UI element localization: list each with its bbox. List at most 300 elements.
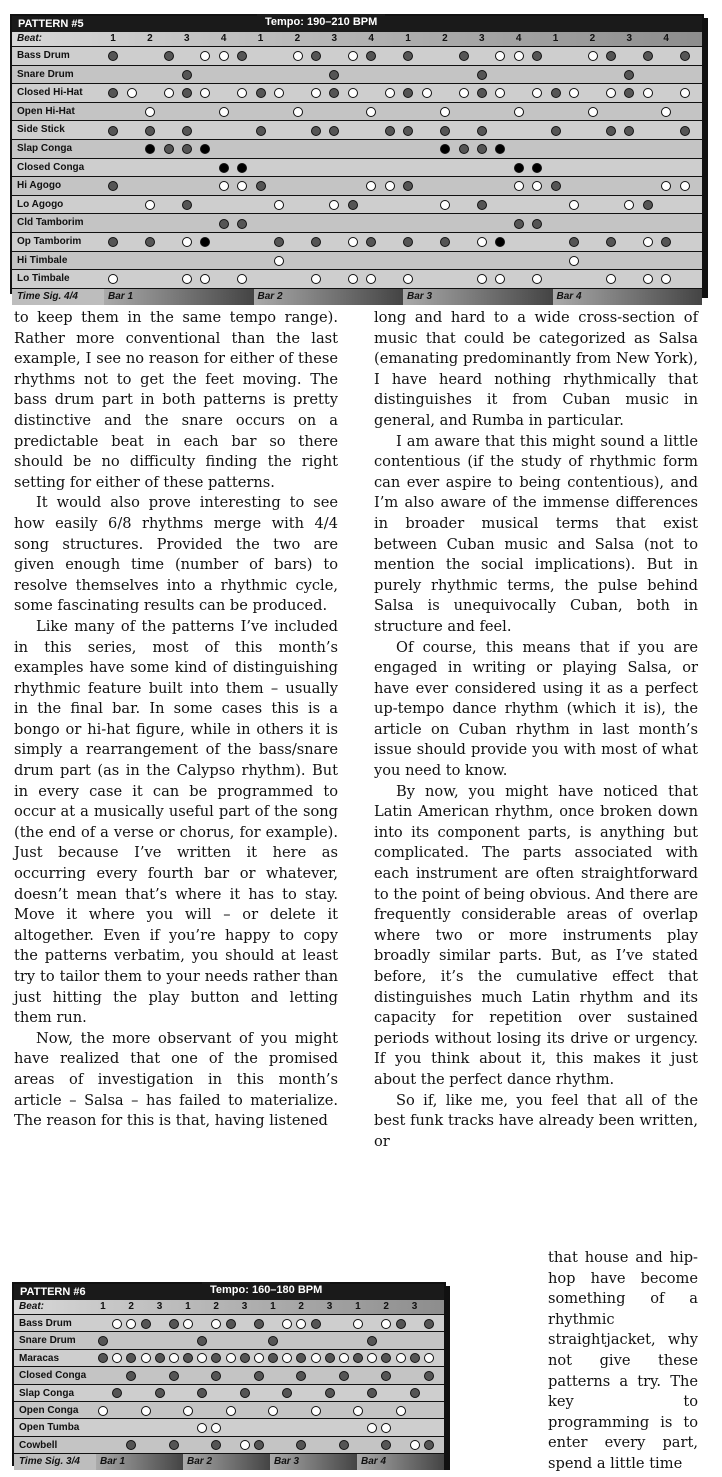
filled-note-icon: [237, 51, 247, 61]
filled-note-icon: [226, 1319, 236, 1329]
beat-number: 2: [213, 1301, 219, 1312]
filled-note-icon: [296, 1353, 306, 1363]
instrument-label: Slap Conga: [17, 143, 73, 154]
instrument-label: Op Tamborim: [17, 236, 82, 247]
open-note-icon: [197, 1423, 207, 1433]
open-note-icon: [348, 274, 358, 284]
article-right-column: [374, 308, 698, 1152]
filled-note-icon: [211, 1353, 221, 1363]
open-note-icon: [348, 237, 358, 247]
instrument-label: Side Stick: [17, 124, 65, 136]
open-note-icon: [366, 181, 376, 191]
open-note-icon: [440, 200, 450, 210]
filled-note-icon: [606, 126, 616, 136]
filled-note-icon: [410, 1388, 420, 1398]
filled-note-icon: [477, 88, 487, 98]
open-note-icon: [410, 1440, 420, 1450]
open-note-icon: [126, 1319, 136, 1329]
filled-note-icon: [385, 126, 395, 136]
instrument-row: [14, 1366, 444, 1384]
instrument-row: [12, 251, 702, 271]
instrument-label: Snare Drum: [19, 1335, 76, 1347]
filled-note-icon: [514, 219, 524, 229]
open-note-icon: [219, 51, 229, 61]
beat-number: 4: [220, 33, 227, 44]
filled-note-icon: [311, 126, 321, 136]
instrument-label: Lo Timbale: [17, 273, 70, 285]
filled-note-icon: [325, 1353, 335, 1363]
open-note-icon: [367, 1353, 377, 1363]
beat-number: 1: [552, 33, 559, 44]
open-note-icon: [226, 1353, 236, 1363]
instrument-label: Hi Agogo: [17, 180, 62, 192]
beat-number: 4: [663, 33, 669, 44]
filled-note-icon: [182, 144, 192, 154]
beat-number: 3: [326, 1301, 333, 1312]
instrument-row: [12, 83, 702, 103]
open-note-icon: [569, 200, 579, 210]
open-note-icon: [197, 1353, 207, 1363]
instrument-label: Bass Drum: [17, 50, 70, 61]
open-note-icon: [311, 1353, 321, 1363]
filled-note-icon: [440, 126, 450, 136]
instrument-row: [12, 269, 702, 289]
filled-note-icon: [329, 88, 339, 98]
filled-note-icon: [367, 1388, 377, 1398]
filled-note-icon: [182, 126, 192, 136]
bar-label: Bar 3: [270, 1454, 357, 1470]
open-note-icon: [200, 51, 210, 61]
filled-note-icon: [532, 51, 542, 61]
open-note-icon: [112, 1319, 122, 1329]
beat-number: 3: [478, 33, 485, 44]
instrument-row: [12, 65, 702, 85]
filled-note-icon: [145, 126, 155, 136]
bar-label: Bar 1: [104, 289, 254, 305]
open-note-icon: [569, 256, 579, 266]
open-note-icon: [532, 181, 542, 191]
open-note-icon: [282, 1353, 292, 1363]
open-note-icon: [624, 200, 634, 210]
filled-note-icon: [624, 126, 634, 136]
filled-note-icon: [366, 51, 376, 61]
open-note-icon: [396, 1353, 406, 1363]
instrument-row: [12, 176, 702, 196]
beat-number: 3: [241, 1301, 248, 1312]
filled-note-icon: [282, 1388, 292, 1398]
instrument-label: Closed Conga: [19, 1370, 87, 1382]
beat-number: 1: [355, 1301, 361, 1312]
open-note-icon: [569, 88, 579, 98]
filled-note-icon: [141, 1319, 151, 1329]
beat-row: [14, 1300, 444, 1314]
time-signature-row: [12, 288, 702, 305]
filled-note-icon: [440, 237, 450, 247]
filled-note-icon: [200, 144, 210, 154]
paragraph: So if, like me, you feel that all of the best funk tracks have already been written, or: [374, 1091, 698, 1150]
open-note-icon: [329, 200, 339, 210]
open-note-icon: [366, 274, 376, 284]
open-note-icon: [606, 88, 616, 98]
open-note-icon: [219, 181, 229, 191]
filled-note-icon: [256, 181, 266, 191]
beat-number: 3: [626, 33, 633, 44]
filled-note-icon: [219, 163, 229, 173]
filled-note-icon: [353, 1353, 363, 1363]
filled-note-icon: [164, 144, 174, 154]
filled-note-icon: [551, 126, 561, 136]
pattern-5-tempo: Tempo: 190–210 BPM: [257, 14, 385, 30]
filled-note-icon: [182, 88, 192, 98]
open-note-icon: [274, 256, 284, 266]
filled-note-icon: [532, 163, 542, 173]
filled-note-icon: [145, 237, 155, 247]
filled-note-icon: [108, 88, 118, 98]
paragraph: long and hard to a wide cross-section of music that could be categorized as Salsa (emanating predominantly from New York), I have heard nothing rhythmically that distinguishes it from Cuban music in general, and Rumba in particular.: [374, 309, 698, 429]
filled-note-icon: [680, 51, 690, 61]
open-note-icon: [403, 274, 413, 284]
filled-note-icon: [569, 237, 579, 247]
beat-number: 2: [589, 33, 596, 44]
open-note-icon: [182, 274, 192, 284]
pattern-6-grid: [12, 1282, 446, 1466]
beat-label: Beat:: [19, 1301, 45, 1312]
filled-note-icon: [240, 1388, 250, 1398]
bar-label: Bar 3: [403, 289, 553, 305]
filled-note-icon: [403, 51, 413, 61]
open-note-icon: [237, 88, 247, 98]
filled-note-icon: [164, 51, 174, 61]
open-note-icon: [532, 274, 542, 284]
open-note-icon: [514, 51, 524, 61]
instrument-label: Maracas: [19, 1352, 60, 1364]
open-note-icon: [108, 274, 118, 284]
instrument-row: [12, 102, 702, 122]
pattern-5-title: PATTERN #5: [18, 18, 84, 30]
paragraph: By now, you might have noticed that Latin American rhythm, once broken down into its component parts, is anything but complicated. The parts associated with each instrument are often straightforward to the point of being obvious. And there are frequently considerable areas of overlap where two or more instruments play broadly similar parts. But, as I’ve stated before, it’s the cumulative effect that distinguishes much Latin rhythm and its capacity for repetition over sustained periods without losing its drive or urgency. If you think about it, this makes it just about the perfect dance rhythm.: [374, 782, 698, 1088]
open-note-icon: [311, 1406, 321, 1416]
open-note-icon: [183, 1406, 193, 1416]
filled-note-icon: [606, 237, 616, 247]
filled-note-icon: [311, 51, 321, 61]
beat-number: 2: [128, 1301, 134, 1312]
filled-note-icon: [108, 181, 118, 191]
beat-number: 1: [110, 33, 116, 44]
open-note-icon: [268, 1406, 278, 1416]
open-note-icon: [240, 1440, 250, 1450]
filled-note-icon: [366, 237, 376, 247]
paragraph: Of course, this means that if you are engaged in writing or playing Salsa, or have ever considered using it as a perfect up-tempo dance rhythm (which it is), the article on Cuban rhythm in last month’s issue should provide you with most of what you need to know.: [374, 638, 698, 780]
filled-note-icon: [126, 1371, 136, 1381]
open-note-icon: [532, 88, 542, 98]
instrument-label: Open Hi-Hat: [17, 105, 75, 117]
filled-note-icon: [424, 1371, 434, 1381]
open-note-icon: [661, 274, 671, 284]
open-note-icon: [385, 181, 395, 191]
open-note-icon: [311, 88, 321, 98]
paragraph: I am aware that this might sound a little contentious (if the study of rhythmic form can ever aspire to being contentious), and I’m also aware of the immense differences in broader musical terms that exist between Cuban music and Salsa (not to mention the social implications). But in purely rhythmic terms, the pulse behind Salsa is unequivocally Cuban, both in structure and feel.: [374, 432, 698, 635]
open-note-icon: [164, 88, 174, 98]
filled-note-icon: [254, 1319, 264, 1329]
open-note-icon: [661, 107, 671, 117]
article-left-column: [14, 308, 338, 1132]
filled-note-icon: [606, 51, 616, 61]
filled-note-icon: [329, 126, 339, 136]
paragraph: to keep them in the same tempo range). Rather more conventional than the last example, I see no reason for either of these rhythms not to get the feet moving. The bass drum part in both patterns is pretty distinctive and the snare occurs on a predictable beat in each bar so there should be no difficulty finding the right setting for either of these patterns.: [14, 309, 338, 491]
instrument-row: [14, 1418, 444, 1436]
open-note-icon: [588, 107, 598, 117]
filled-note-icon: [311, 237, 321, 247]
filled-note-icon: [145, 144, 155, 154]
pattern-6-tempo: Tempo: 160–180 BPM: [202, 1282, 330, 1298]
filled-note-icon: [254, 1371, 264, 1381]
instrument-label: Closed Conga: [17, 161, 85, 173]
open-note-icon: [211, 1319, 221, 1329]
open-note-icon: [495, 88, 505, 98]
filled-note-icon: [381, 1371, 391, 1381]
paragraph: Now, the more observant of you might have realized that one of the promised areas of investigation in this month’s article – Salsa – has failed to materialize. The reason for this is that, having listened: [14, 1029, 338, 1130]
filled-note-icon: [403, 126, 413, 136]
open-note-icon: [353, 1319, 363, 1329]
open-note-icon: [643, 88, 653, 98]
instrument-label: Lo Agogo: [17, 198, 64, 210]
open-note-icon: [200, 274, 210, 284]
open-note-icon: [112, 1353, 122, 1363]
filled-note-icon: [325, 1388, 335, 1398]
open-note-icon: [495, 51, 505, 61]
filled-note-icon: [551, 181, 561, 191]
open-note-icon: [353, 1406, 363, 1416]
open-note-icon: [296, 1319, 306, 1329]
pattern-6-title: PATTERN #6: [20, 1286, 86, 1298]
time-signature: Time Sig. 4/4: [17, 290, 78, 302]
beat-number: 2: [383, 1301, 389, 1312]
open-note-icon: [274, 200, 284, 210]
open-note-icon: [661, 181, 671, 191]
beat-number: 2: [147, 33, 153, 44]
paragraph: It would also prove interesting to see how easily 6/8 rhythms merge with 4/4 song structures. Provided the two are given enough time (number of bars) to resolve themselves into a rhythmic cycle, some fascinating results can be produced.: [14, 494, 338, 615]
filled-note-icon: [680, 126, 690, 136]
instrument-row: [12, 46, 702, 66]
filled-note-icon: [403, 88, 413, 98]
open-note-icon: [477, 274, 487, 284]
filled-note-icon: [240, 1353, 250, 1363]
open-note-icon: [274, 88, 284, 98]
open-note-icon: [169, 1353, 179, 1363]
beat-number: 1: [270, 1301, 276, 1312]
filled-note-icon: [424, 1319, 434, 1329]
pattern-5-grid: [10, 14, 704, 302]
instrument-row: [12, 213, 702, 233]
filled-note-icon: [126, 1440, 136, 1450]
bar-label: Bar 1: [96, 1454, 183, 1470]
open-note-icon: [282, 1319, 292, 1329]
instrument-label: Snare Drum: [17, 68, 74, 80]
filled-note-icon: [339, 1371, 349, 1381]
instrument-row: [14, 1384, 444, 1402]
time-signature-row: [14, 1453, 444, 1470]
open-note-icon: [183, 1319, 193, 1329]
open-note-icon: [385, 88, 395, 98]
filled-note-icon: [440, 144, 450, 154]
filled-note-icon: [348, 200, 358, 210]
beat-number: 3: [156, 1301, 163, 1312]
filled-note-icon: [108, 51, 118, 61]
open-note-icon: [293, 107, 303, 117]
open-note-icon: [219, 107, 229, 117]
open-note-icon: [211, 1423, 221, 1433]
instrument-row: [12, 195, 702, 215]
filled-note-icon: [381, 1440, 391, 1450]
filled-note-icon: [219, 219, 229, 229]
filled-note-icon: [532, 219, 542, 229]
instrument-label: Open Tumba: [19, 1422, 80, 1434]
open-note-icon: [200, 88, 210, 98]
filled-note-icon: [403, 237, 413, 247]
filled-note-icon: [169, 1319, 179, 1329]
open-note-icon: [680, 88, 690, 98]
filled-note-icon: [643, 51, 653, 61]
bar-label: Bar 2: [183, 1454, 270, 1470]
open-note-icon: [127, 88, 137, 98]
article-right-narrow: [548, 1248, 698, 1475]
time-signature: Time Sig. 3/4: [19, 1456, 80, 1468]
instrument-row: [14, 1331, 444, 1349]
beat-number: 2: [442, 33, 448, 44]
filled-note-icon: [237, 163, 247, 173]
open-note-icon: [145, 200, 155, 210]
open-note-icon: [141, 1353, 151, 1363]
instrument-label: Hi Timbale: [17, 254, 68, 266]
beat-number: 4: [368, 33, 374, 44]
paragraph: Like many of the patterns I’ve included in this series, most of this month’s examples have some kind of distinguishing rhythmic feature built into them – usually in the final bar. In some cases this is a bongo or hi-hat figure, while in others it is simply a rearrangement of the bass/snare drum part (as in the Calypso rhythm). But in every case it can be programmed to occur at a musically useful part of the song (the end of a verse or chorus, for example). Just because I’ve written it here as occurring every fourth bar or whatever, doesn’t mean that’s where it has to stay. Move it where you will – or delete it altogether. Even if you’re happy to copy the patterns verbatim, you should at least try to tailor them to your needs rather than just hitting the play button and letting them run.: [14, 617, 338, 1027]
open-note-icon: [311, 274, 321, 284]
filled-note-icon: [296, 1440, 306, 1450]
bar-label: Bar 2: [254, 289, 404, 305]
filled-note-icon: [98, 1353, 108, 1363]
filled-note-icon: [551, 88, 561, 98]
instrument-row: [12, 158, 702, 178]
open-note-icon: [98, 1406, 108, 1416]
instrument-row: [14, 1349, 444, 1367]
filled-note-icon: [396, 1319, 406, 1329]
filled-note-icon: [459, 144, 469, 154]
filled-note-icon: [274, 237, 284, 247]
instrument-label: Cld Tamborim: [17, 217, 84, 229]
open-note-icon: [348, 51, 358, 61]
beat-number: 2: [294, 33, 301, 44]
filled-note-icon: [98, 1336, 108, 1346]
filled-note-icon: [108, 126, 118, 136]
filled-note-icon: [661, 237, 671, 247]
open-note-icon: [643, 237, 653, 247]
filled-note-icon: [495, 144, 505, 154]
beat-number: 3: [411, 1301, 418, 1312]
filled-note-icon: [256, 88, 266, 98]
filled-note-icon: [155, 1388, 165, 1398]
beat-number: 1: [257, 33, 264, 44]
filled-note-icon: [182, 200, 192, 210]
open-note-icon: [440, 107, 450, 117]
beat-number: 3: [183, 33, 190, 44]
open-note-icon: [680, 181, 690, 191]
open-note-icon: [254, 1353, 264, 1363]
filled-note-icon: [459, 51, 469, 61]
open-note-icon: [237, 181, 247, 191]
open-note-icon: [141, 1406, 151, 1416]
open-note-icon: [339, 1353, 349, 1363]
filled-note-icon: [495, 237, 505, 247]
instrument-row: [14, 1401, 444, 1419]
filled-note-icon: [329, 70, 339, 80]
instrument-row: [12, 232, 702, 252]
filled-note-icon: [197, 1336, 207, 1346]
beat-number: 4: [515, 33, 522, 44]
instrument-label: Closed Hi-Hat: [17, 87, 83, 99]
filled-note-icon: [403, 181, 413, 191]
open-note-icon: [477, 237, 487, 247]
filled-note-icon: [311, 1319, 321, 1329]
instrument-row: [12, 139, 702, 159]
filled-note-icon: [182, 70, 192, 80]
open-note-icon: [514, 181, 524, 191]
filled-note-icon: [254, 1440, 264, 1450]
filled-note-icon: [183, 1353, 193, 1363]
filled-note-icon: [624, 88, 634, 98]
filled-note-icon: [268, 1336, 278, 1346]
filled-note-icon: [268, 1353, 278, 1363]
open-note-icon: [182, 237, 192, 247]
filled-note-icon: [211, 1440, 221, 1450]
filled-note-icon: [643, 200, 653, 210]
open-note-icon: [293, 51, 303, 61]
open-note-icon: [588, 51, 598, 61]
instrument-label: Open Conga: [19, 1405, 79, 1416]
filled-note-icon: [514, 163, 524, 173]
instrument-row: [14, 1314, 444, 1332]
filled-note-icon: [477, 200, 487, 210]
open-note-icon: [396, 1406, 406, 1416]
filled-note-icon: [169, 1371, 179, 1381]
filled-note-icon: [296, 1371, 306, 1381]
open-note-icon: [643, 274, 653, 284]
open-note-icon: [366, 107, 376, 117]
instrument-row: [14, 1436, 444, 1454]
open-note-icon: [237, 274, 247, 284]
filled-note-icon: [200, 237, 210, 247]
beat-number: 1: [100, 1301, 106, 1312]
open-note-icon: [495, 274, 505, 284]
open-note-icon: [606, 274, 616, 284]
filled-note-icon: [256, 126, 266, 136]
filled-note-icon: [169, 1440, 179, 1450]
open-note-icon: [348, 88, 358, 98]
open-note-icon: [145, 107, 155, 117]
beat-label: Beat:: [17, 33, 43, 44]
filled-note-icon: [197, 1388, 207, 1398]
filled-note-icon: [339, 1440, 349, 1450]
open-note-icon: [514, 107, 524, 117]
filled-note-icon: [108, 237, 118, 247]
filled-note-icon: [211, 1371, 221, 1381]
filled-note-icon: [477, 126, 487, 136]
filled-note-icon: [155, 1353, 165, 1363]
filled-note-icon: [381, 1353, 391, 1363]
filled-note-icon: [477, 144, 487, 154]
filled-note-icon: [424, 1440, 434, 1450]
filled-note-icon: [477, 70, 487, 80]
filled-note-icon: [367, 1336, 377, 1346]
